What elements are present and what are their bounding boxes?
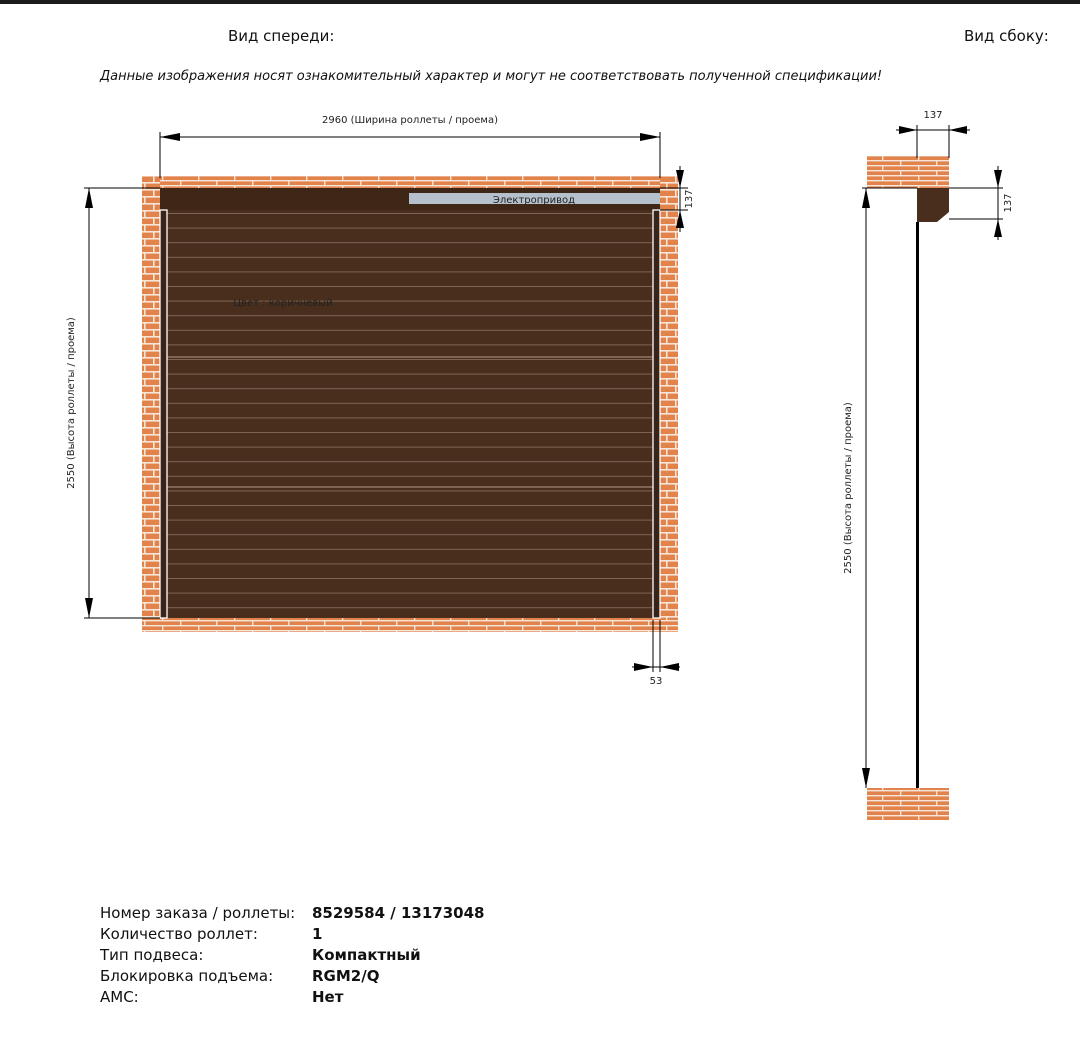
order-key: АМС: (100, 988, 139, 1006)
order-value: 1 (312, 925, 323, 943)
order-value: Нет (312, 988, 344, 1006)
brick-floor (142, 618, 678, 632)
side-height-dimension-label: 2550 (Высота роллеты / проема) (843, 402, 854, 574)
arrow-up-icon (862, 188, 870, 208)
side-view (843, 110, 1014, 820)
guide-rail-left (160, 210, 167, 618)
arrow-left-icon (949, 126, 967, 134)
arrow-up-icon (85, 188, 93, 208)
order-value: RGM2/Q (312, 967, 380, 985)
arrow-left-icon (660, 663, 679, 671)
brick-lintel (142, 176, 678, 188)
arrow-down-icon (862, 768, 870, 788)
arrow-down-icon (994, 170, 1002, 188)
shutter-curtain (160, 210, 660, 618)
order-key: Номер заказа / роллеты: (100, 904, 296, 922)
arrow-left-icon (160, 133, 180, 141)
guide-dimension-label: 53 (649, 676, 663, 687)
side-box-width-label: 137 (923, 110, 943, 121)
order-value: 8529584 / 13173048 (312, 904, 485, 922)
order-row (100, 924, 484, 945)
width-dimension-label: 2960 (Ширина роллеты / проема) (322, 115, 498, 126)
side-brick-floor (867, 788, 949, 820)
arrow-down-icon (85, 598, 93, 618)
motor-label: Электропривод (492, 195, 576, 206)
disclaimer-note: Данные изображения носят ознакомительный характер и могут не соответствовать полученной спецификации! (100, 69, 883, 84)
side-view-label: Вид сбоку: (964, 27, 1049, 45)
order-row (100, 945, 484, 966)
side-brick-lintel (867, 156, 949, 188)
order-key: Количество роллет: (100, 925, 258, 943)
order-key: Тип подвеса: (100, 946, 204, 964)
order-row (100, 966, 484, 987)
side-shutter-line (916, 222, 919, 788)
arrow-up-icon (994, 219, 1002, 237)
order-info (100, 903, 484, 1008)
height-dimension-label: 2550 (Высота роллеты / проема) (66, 317, 77, 489)
front-view-label: Вид спереди: (228, 27, 335, 45)
side-box-height-label: 137 (1003, 193, 1014, 213)
arrow-right-icon (899, 126, 917, 134)
order-key: Блокировка подъема: (100, 967, 274, 985)
arrow-right-icon (634, 663, 653, 671)
guide-rail-right (653, 210, 660, 618)
order-value: Компактный (312, 946, 421, 964)
color-label: Цвет : коричневый (233, 298, 333, 309)
brick-wall-left (142, 176, 160, 632)
arrow-right-icon (640, 133, 660, 141)
order-row (100, 903, 484, 924)
box-dimension-label: 137 (684, 189, 695, 209)
front-view (66, 115, 695, 687)
brick-wall-right (660, 176, 678, 632)
order-row (100, 987, 484, 1008)
side-roller-box (917, 188, 949, 222)
